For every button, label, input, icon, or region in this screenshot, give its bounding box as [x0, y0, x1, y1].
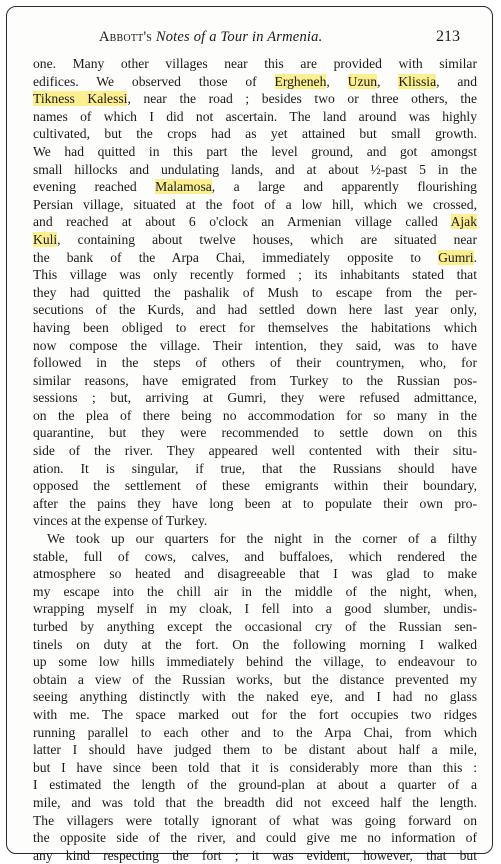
text-segment: turbed by anything except the occasional cry of the Russian sen- — [33, 619, 477, 634]
text-line — [33, 213, 477, 231]
text-line — [33, 794, 477, 812]
text-segment: , near the road ; besides two or three others, the — [127, 91, 477, 107]
text-segment: they had quitted the pashalik of Mush to escape from the per- — [33, 284, 477, 300]
highlighted-place-name: Kuli — [33, 231, 58, 247]
text-segment: , — [377, 73, 399, 89]
text-line — [33, 319, 477, 337]
text-line — [33, 301, 477, 319]
text-line — [33, 231, 477, 249]
highlighted-place-name: Uzun — [347, 73, 378, 89]
text-line — [33, 706, 477, 724]
highlighted-place-name: Gumri — [438, 249, 474, 265]
text-segment: ation. It is singular, if true, that the Russians should have — [33, 460, 477, 476]
header-author: Abbott's — [99, 29, 153, 45]
text-segment: but I have since been told that it is considerably more than this : — [33, 759, 477, 775]
text-segment: We took up our quarters for the night in the corner of a filthy — [47, 531, 477, 547]
text-line — [33, 90, 477, 108]
text-line — [33, 671, 477, 689]
text-segment: followed in the steps of others of their countrymen, who, for — [33, 355, 477, 371]
text-segment: obtain a view of the Russian works, but the distance prevented my — [33, 671, 477, 687]
text-line — [33, 600, 477, 618]
text-segment: having been obliged to erect for themselves the habitations which — [33, 319, 477, 335]
text-segment: seeing anything distinctly with the naked eye, and I had no glass — [33, 689, 477, 705]
text-segment: up some low hills immediately behind the village, to endeavour to — [33, 654, 477, 670]
text-line — [33, 812, 477, 830]
text-segment: one. Many other villages near this are provided with similar — [33, 56, 477, 71]
text-segment: , a large and apparently flourishing — [211, 179, 477, 195]
text-segment: vinces at the expense of Turkey. — [33, 513, 208, 529]
text-segment: The villagers were totally ignorant of what was going forward on — [33, 812, 477, 828]
text-line — [33, 653, 477, 671]
highlighted-place-name: Tikness Kalessi — [33, 91, 128, 107]
highlighted-place-name: Klissia — [398, 73, 437, 89]
text-line — [33, 55, 477, 73]
body-text — [33, 55, 477, 864]
text-segment: evening reached — [33, 179, 156, 195]
text-segment: I estimated the length of the ground-plan at about a quarter of a — [33, 777, 477, 793]
text-line — [33, 284, 477, 302]
text-segment: with me. The space marked out for the fort occupies two ridges — [33, 706, 477, 722]
text-line — [33, 741, 477, 759]
text-line — [33, 565, 477, 583]
text-segment: cultivated, but the crops had as yet attained but small growth. — [33, 126, 477, 142]
text-line — [33, 108, 477, 126]
text-line — [33, 354, 477, 372]
text-line — [33, 759, 477, 777]
book-page — [6, 6, 493, 863]
text-line — [33, 178, 477, 196]
text-segment: Persian village, situated at the foot of a low hill, which we crossed, — [33, 196, 477, 212]
text-segment: sessions ; but, arriving at Gumri, they were refused admittance, — [33, 390, 477, 406]
text-segment: after the pains they have long been at to populate their own pro- — [33, 495, 477, 511]
text-segment: tinels on duty at the fort. On the following morning I walked — [33, 636, 477, 652]
text-segment: opposed the settlement of these emigrants within their boundary, — [33, 478, 477, 494]
text-line — [33, 530, 477, 548]
text-line — [33, 125, 477, 143]
text-line — [33, 337, 477, 355]
text-line — [33, 389, 477, 407]
text-segment: We had quitted in this part the level ground, and got amongst — [33, 143, 477, 159]
header-title: Notes of a Tour in Armenia. — [155, 29, 323, 45]
highlighted-place-name: Ajak — [450, 214, 477, 230]
text-segment: atmosphere so heated and disagreeable that I was glad to make — [33, 566, 477, 582]
text-line — [33, 548, 477, 566]
text-line — [33, 73, 477, 91]
text-segment: stable, full of cows, calves, and buffaloes, which rendered the — [33, 548, 477, 564]
text-line — [33, 161, 477, 179]
text-segment: , and — [436, 73, 477, 89]
highlighted-place-name: Ergheneh — [274, 73, 327, 89]
text-segment: small hillocks and undulating lands, and at about ½-past 5 in the — [33, 161, 477, 177]
text-line — [33, 372, 477, 390]
text-line — [33, 847, 477, 864]
text-segment: wrapping myself in my cloak, I fell into a good slumber, undis- — [33, 601, 477, 617]
text-line — [33, 583, 477, 601]
text-line — [33, 512, 477, 530]
text-line — [33, 618, 477, 636]
text-line — [33, 460, 477, 478]
text-segment: running parallel to each other and to the Arpa Chai, from which — [33, 724, 477, 740]
text-segment: , containing about twelve houses, which are situated near — [57, 231, 477, 247]
text-segment: my escape into the chill air in the middle of the night, when, — [33, 583, 477, 599]
text-line — [33, 196, 477, 214]
text-segment: names of which I did not ascertain. The land around was highly — [33, 108, 477, 124]
text-segment: secutions of the Kurds, and had settled down here last year only, — [33, 302, 477, 318]
text-segment: on the plea of there being no accommodation for so many in the — [33, 407, 477, 423]
text-segment: This village was only recently formed ; its inhabitants stated that — [33, 267, 477, 283]
text-line — [33, 407, 477, 425]
text-segment: quarantine, but they were recommended to settle down on this — [33, 425, 477, 441]
text-segment: the bank of the Arpa Chai, immediately opposite to — [33, 249, 439, 265]
text-line — [33, 249, 477, 267]
text-line — [33, 424, 477, 442]
highlighted-place-name: Malamosa — [155, 179, 212, 195]
text-segment: edifices. We observed those of — [33, 73, 275, 89]
text-segment: mile, and was told that the breadth did not exceed half the length. — [33, 794, 477, 810]
text-segment: the opposite side of the river, and could give me no information of — [33, 830, 477, 846]
text-line — [33, 266, 477, 284]
text-segment: similar reasons, have emigrated from Turkey to the Russian pos- — [33, 372, 477, 388]
text-line — [33, 636, 477, 654]
text-segment: side of the river. They appeared well contented with their situ- — [33, 443, 477, 459]
text-line — [33, 688, 477, 706]
text-line — [33, 495, 477, 513]
text-line — [33, 776, 477, 794]
text-segment: now compose the village. Their intention, they said, was to have — [33, 337, 477, 353]
text-line — [33, 477, 477, 495]
text-segment: , — [326, 73, 348, 89]
text-segment: any kind respecting the fort ; it was evident, however, that but — [33, 847, 477, 863]
text-segment: . — [473, 249, 477, 265]
text-segment: and reached at about 6 o'clock an Armenian village called — [33, 214, 451, 230]
page-number: 213 — [436, 28, 460, 45]
text-segment: latter I should have judged them to be distant about half a mile, — [33, 742, 477, 758]
text-line — [33, 143, 477, 161]
text-line — [33, 442, 477, 460]
text-line — [33, 829, 477, 847]
text-line — [33, 724, 477, 742]
running-header — [99, 29, 322, 46]
